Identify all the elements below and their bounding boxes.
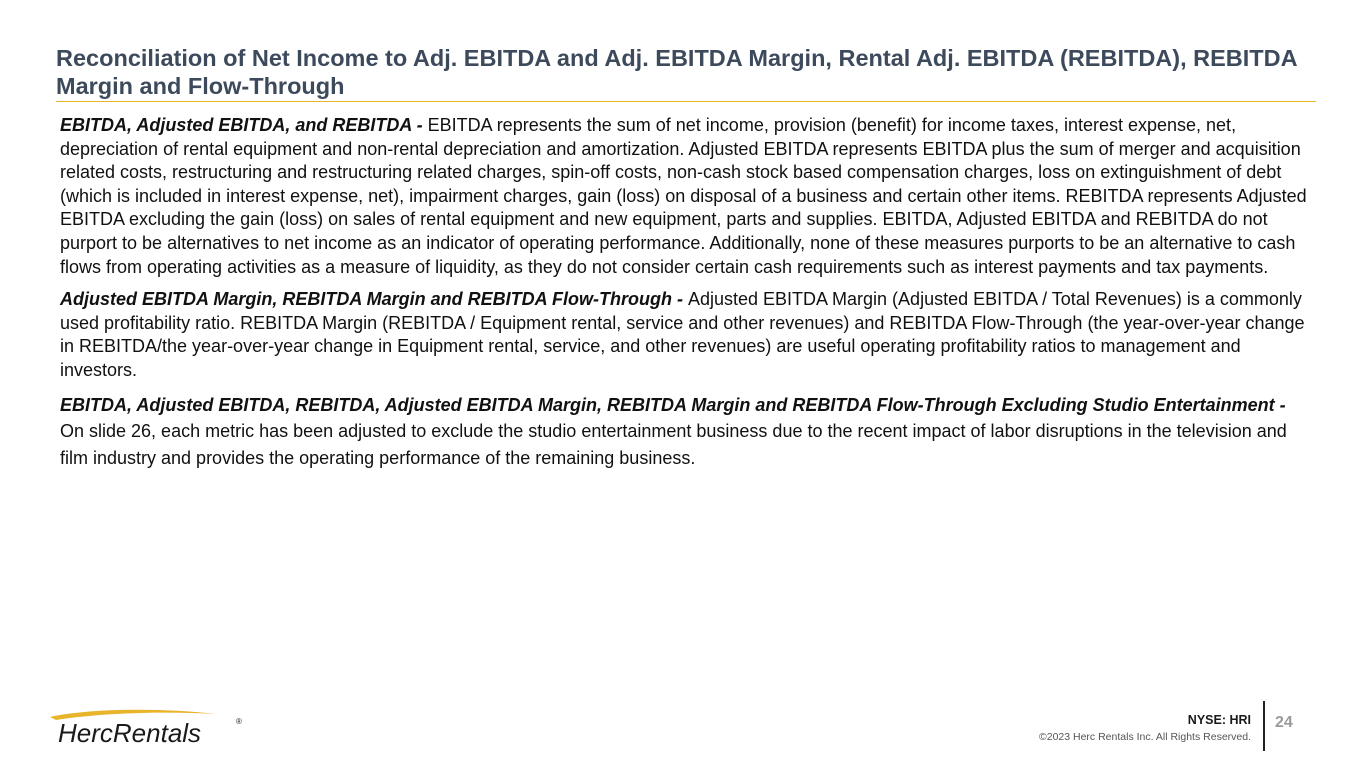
paragraph-ebitda <box>60 114 1310 279</box>
footer-divider <box>1263 701 1265 751</box>
page-number: 24 <box>1275 714 1293 731</box>
paragraph-excluding-studio <box>60 392 1310 472</box>
paragraph-margins <box>60 288 1310 382</box>
slide-title: Reconciliation of Net Income to Adj. EBITDA and Adj. EBITDA Margin, Rental Adj. EBITDA (REBITDA), REBITDA Margin and Flow-Through <box>56 45 1297 99</box>
svg-text:®: ® <box>236 717 242 726</box>
paragraph-heading: Adjusted EBITDA Margin, REBITDA Margin and REBITDA Flow-Through - <box>60 289 688 310</box>
title-divider <box>56 101 1316 102</box>
paragraph-heading: EBITDA, Adjusted EBITDA, REBITDA, Adjusted EBITDA Margin, REBITDA Margin and REBITDA Flow-Through Excluding Studio Entertainment - <box>60 394 1286 415</box>
stock-ticker: NYSE: HRI <box>1187 713 1251 727</box>
definitions-body <box>60 114 1310 480</box>
herc-rentals-logo <box>46 708 256 748</box>
paragraph-text: On slide 26, each metric has been adjusted to exclude the studio entertainment business due to the recent impact of labor disruptions in the television and film industry and provides the operating performance of the remaining business. <box>60 421 1287 468</box>
paragraph-text: EBITDA represents the sum of net income, provision (benefit) for income taxes, interest expense, net, depreciation of rental equipment and non-rental depreciation and amortization. Adjusted EBITDA represents EBITDA plus the sum of merger and acquisition related costs, restructuring and restructuring related charges, spin-off costs, non-cash stock based compensation charges, loss on extinguishment of debt (which is included in interest expense, net), impairment charges, gain (loss) on disposal of a business and certain other items. REBITDA represents Adjusted EBITDA excluding the gain (loss) on sales of rental equipment and new equipment, parts and supplies. EBITDA, Adjusted EBITDA and REBITDA do not purport to be alternatives to net income as an indicator of operating performance. Additionally, none of these measures purports to be an alternative to cash flows from operating activities as a measure of liquidity, as they do not consider certain cash requirements such as interest payments and tax payments. <box>60 115 1307 277</box>
paragraph-heading: EBITDA, Adjusted EBITDA, and REBITDA - <box>60 115 428 135</box>
copyright-notice: ©2023 Herc Rentals Inc. All Rights Reserved. <box>1039 731 1251 743</box>
herc-rentals-logo-text: HercRentals <box>58 718 202 748</box>
paragraph-text: Adjusted EBITDA Margin (Adjusted EBITDA / Total Revenues) is a commonly used profitability ratio. REBITDA Margin (REBITDA / Equipment rental, service and other revenues) and REBITDA Flow-Through (the year-over-year change in REBITDA/the year-over-year change in Equipment rental, service, and other revenues) are useful operating profitability ratios to management and investors. <box>60 289 1305 380</box>
